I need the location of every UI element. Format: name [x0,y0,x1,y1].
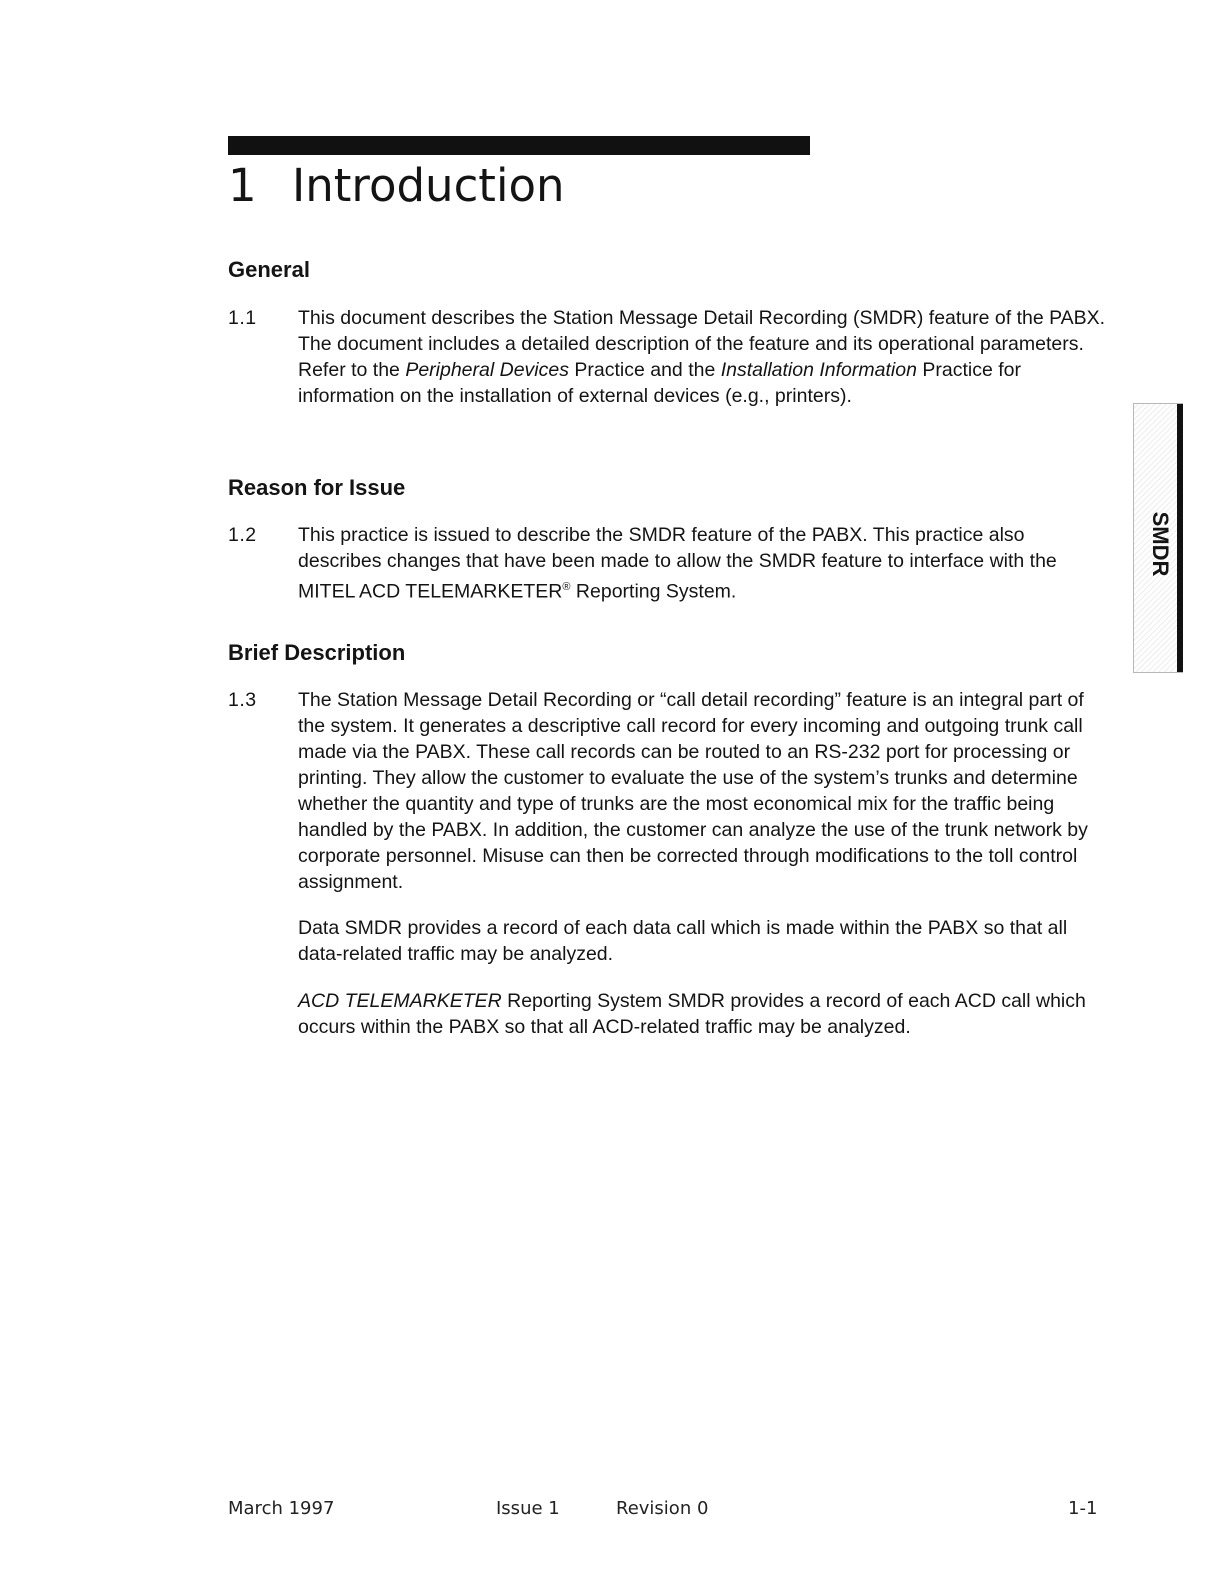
footer-page-number: 1-1 [1068,1498,1098,1519]
italic-title-installation-information: Installation Information [720,359,917,381]
registered-mark: ® [562,581,571,593]
paragraph-number: 1.1 [228,307,257,329]
text-run: Reporting System. [570,580,737,603]
heading-general: General [228,257,310,282]
side-tab-label: SMDR [1148,511,1173,577]
side-tab-edge [1177,404,1183,672]
section-side-tab [1133,403,1183,673]
footer-issue: Issue 1 [496,1498,560,1519]
paragraph-text [298,988,1108,1040]
italic-acd-telemarketer: ACD TELEMARKETER [298,990,502,1012]
chapter-title [228,156,565,216]
paragraph-number: 1.2 [228,524,257,546]
chapter-bar [228,136,810,155]
chapter-title-text: Introduction [292,159,565,212]
text-run: Reporting System SMDR provides a record of each ACD call which occurs within the PABX so that all ACD-related traffic may be analyzed. [298,990,1086,1038]
heading-brief-description: Brief Description [228,640,406,665]
italic-title-peripheral-devices: Peripheral Devices [405,359,569,381]
footer-date: March 1997 [228,1498,335,1519]
paragraph-text: Data SMDR provides a record of each data call which is made within the PABX so that all data-related traffic may be analyzed. [298,917,1068,965]
text-run: Practice for information on the installation of external devices (e.g., printers). [298,359,1021,407]
paragraph-text: The Station Message Detail Recording or “call detail recording” feature is an integral part of the system. It generates a descriptive call record for every incoming and outgoing trunk call made via the PABX. These call records can be routed to an RS-232 port for processing or printing. They allow the customer to evaluate the use of the system’s trunks and determine whether the quantity and type of trunks are the most economical mix for the traffic being handled by the PABX. In addition, the customer can analyze the use of the trunk network by corporate personnel. Misuse can then be corrected through modifications to the toll control assignment. [298,689,1088,893]
text-run: Practice and the [568,359,721,381]
text-run: This practice is issued to describe the SMDR feature of the PABX. This practice also describes changes that have been made to allow the SMDR feature to interface with the MITEL ACD TELEMARKETER [298,524,1057,603]
heading-reason-for-issue: Reason for Issue [228,475,406,500]
paragraph-number: 1.3 [228,689,257,711]
paragraph-text [298,305,1108,409]
paragraph-text [298,522,1108,605]
text-run: This document describes the Station Message Detail Recording (SMDR) feature of the PABX. The document includes a detailed description of the feature and its operational parameters. Refer to the [298,307,1106,381]
footer-revision: Revision 0 [616,1498,709,1519]
chapter-number: 1 [228,159,257,212]
